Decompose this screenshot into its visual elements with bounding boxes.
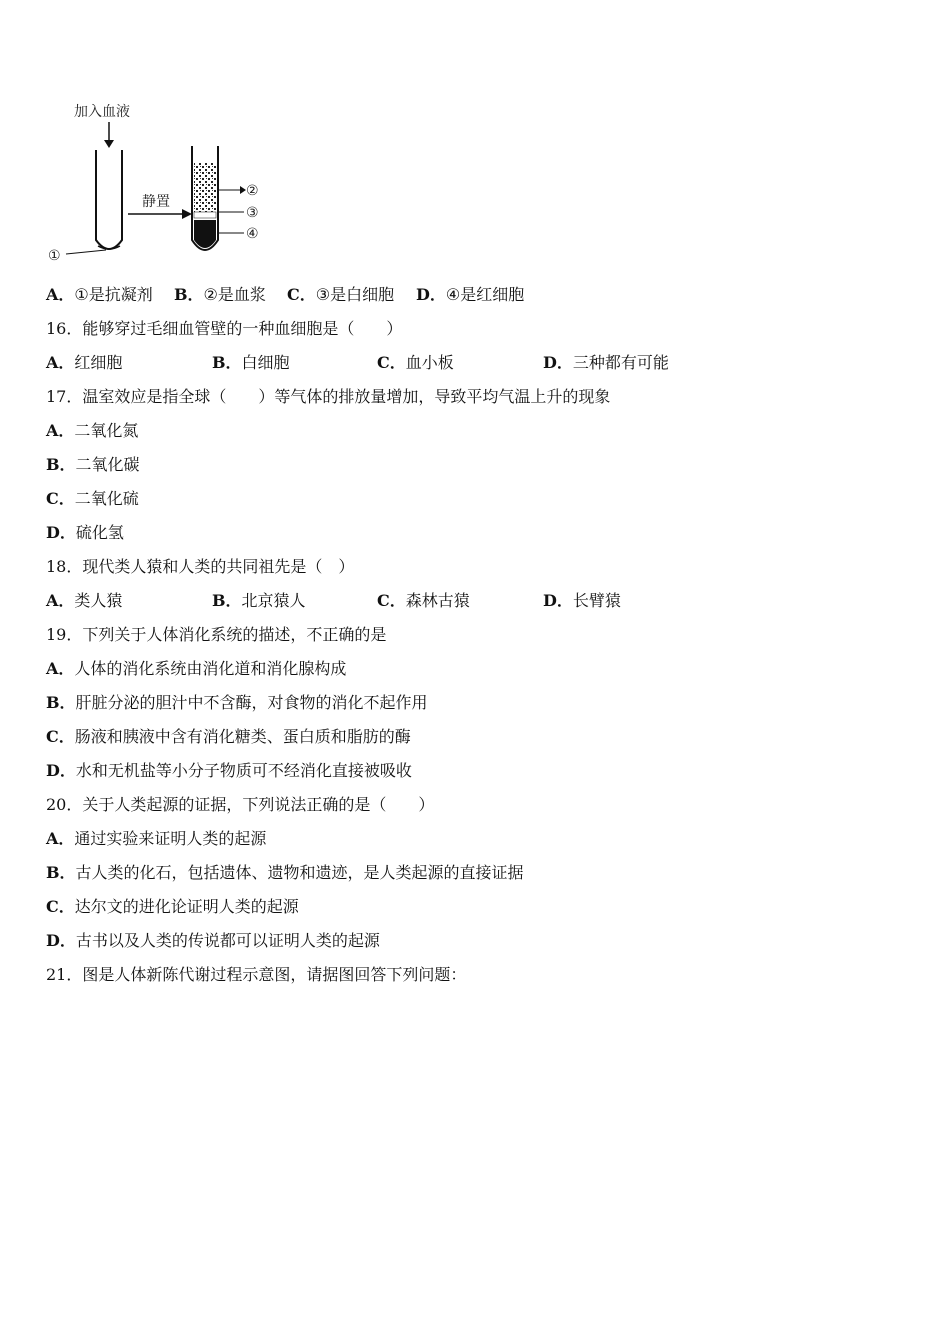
marker-3: ③ — [246, 205, 259, 221]
q20-option-d: D．古书以及人类的传说都可以证明人类的起源 — [46, 931, 380, 950]
marker-2: ② — [246, 183, 259, 199]
q18-stem: 18．现代类人猿和人类的共同祖先是（ ） — [46, 557, 355, 576]
q19-option-c: C．肠液和胰液中含有消化糖类、蛋白质和脂肪的酶 — [46, 727, 411, 746]
blood-test-tube-figure — [46, 100, 276, 270]
q15-option-a: A．①是抗凝剂 — [46, 285, 153, 304]
q18-option-c: C．森林古猿 — [377, 591, 470, 610]
empty-test-tube — [96, 150, 122, 249]
q18-option-d: D．长臂猿 — [543, 591, 621, 610]
q18-option-b: B．北京猿人 — [212, 591, 306, 610]
q17-option-d: D．硫化氢 — [46, 523, 124, 542]
q21-stem: 21．图是人体新陈代谢过程示意图，请据图回答下列问题： — [46, 965, 467, 984]
q16-option-c: C．血小板 — [377, 353, 454, 372]
add-blood-label: 加入血液 — [74, 104, 130, 120]
q20-option-c: C．达尔文的进化论证明人类的起源 — [46, 897, 299, 916]
q17-option-c: C．二氧化硫 — [46, 489, 139, 508]
q16-stem: 16．能够穿过毛细血管壁的一种血细胞是（ ） — [46, 319, 403, 338]
marker-1: ① — [48, 248, 61, 264]
q17-option-b: B．二氧化碳 — [46, 455, 140, 474]
red-cell-layer — [194, 220, 216, 248]
q16-option-b: B．白细胞 — [212, 353, 290, 372]
q16-option-a: A．红细胞 — [46, 353, 123, 372]
q20-option-a: A．通过实验来证明人类的起源 — [46, 829, 267, 848]
q17-stem: 17．温室效应是指全球（ ）等气体的排放量增加，导致平均气温上升的现象 — [46, 387, 611, 406]
q15-option-b: B．②是血浆 — [174, 285, 266, 304]
q19-stem: 19．下列关于人体消化系统的描述，不正确的是 — [46, 625, 387, 644]
white-cell-layer — [194, 212, 216, 218]
marker-4: ④ — [246, 226, 259, 242]
q19-option-b: B．肝脏分泌的胆汁中不含酶，对食物的消化不起作用 — [46, 693, 428, 712]
q19-option-a: A．人体的消化系统由消化道和消化腺构成 — [46, 659, 347, 678]
stand-label: 静置 — [142, 194, 170, 210]
q16-option-d: D．三种都有可能 — [543, 353, 669, 372]
q20-option-b: B．古人类的化石，包括遗体、遗物和遗迹，是人类起源的直接证据 — [46, 863, 524, 882]
q18-option-a: A．类人猿 — [46, 591, 123, 610]
plasma-layer — [194, 162, 216, 212]
q15-option-d: D．④是红细胞 — [416, 285, 525, 304]
q19-option-d: D．水和无机盐等小分子物质可不经消化直接被吸收 — [46, 761, 412, 780]
q20-stem: 20．关于人类起源的证据，下列说法正确的是（ ） — [46, 795, 435, 814]
q15-option-c: C．③是白细胞 — [287, 285, 395, 304]
q17-option-a: A．二氧化氮 — [46, 421, 139, 440]
